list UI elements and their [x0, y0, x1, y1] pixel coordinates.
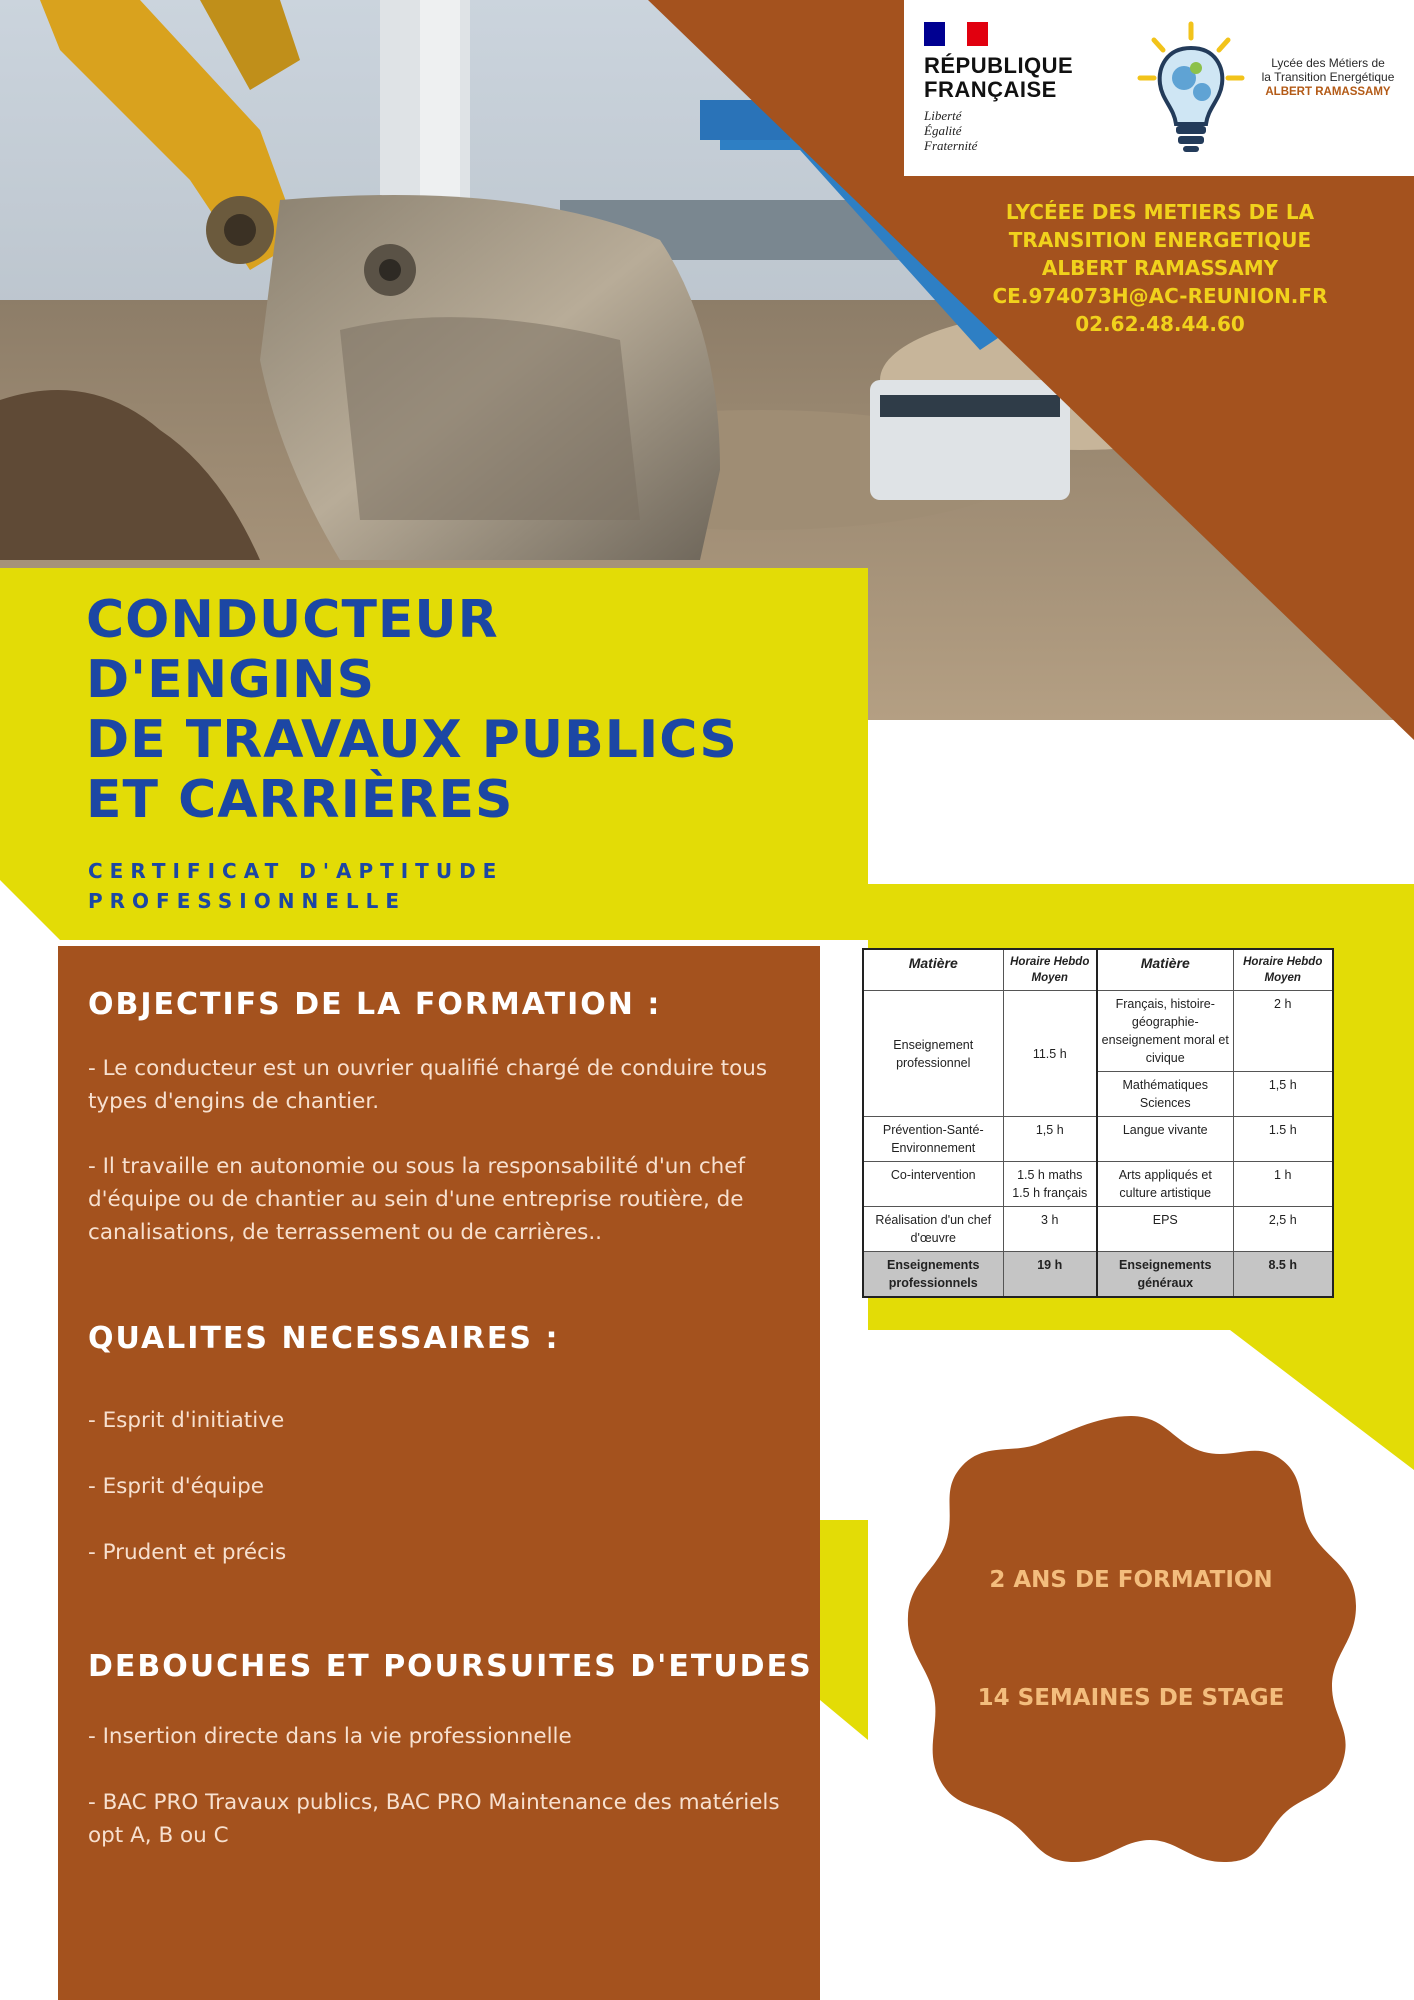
lightbulb-icon	[1136, 20, 1246, 160]
table-row	[863, 1162, 1333, 1207]
contact-email[interactable]: CE.974073H@AC-REUNION.FR	[992, 284, 1328, 308]
contact-block	[960, 198, 1360, 338]
french-flag-icon	[924, 22, 988, 46]
republique-francaise-logo	[924, 22, 1094, 153]
debouches-item: - Insertion directe dans la vie professionnelle	[88, 1724, 572, 1749]
table-cell: 1.5 h	[1233, 1117, 1333, 1162]
badge-shape	[904, 1410, 1358, 1864]
table-header: Horaire Hebdo Moyen	[1233, 949, 1333, 991]
lycee-logo	[1136, 20, 1406, 160]
table-cell: 1,5 h	[1233, 1072, 1333, 1117]
table-cell: 1 h	[1233, 1162, 1333, 1207]
table-cell: 2,5 h	[1233, 1207, 1333, 1252]
republique-motto: Liberté Égalité Fraternité	[924, 108, 978, 153]
page-subtitle: CERTIFICAT D'APTITUDE PROFESSIONNELLE	[88, 859, 504, 913]
debouches-item: - BAC PRO Travaux publics, BAC PRO Maintenance des matériels opt A, B ou C	[88, 1790, 780, 1848]
contact-phone[interactable]: 02.62.48.44.60	[1075, 312, 1245, 336]
page-title: CONDUCTEUR D'ENGINS DE TRAVAUX PUBLICS ET CARRIÈRES	[86, 590, 738, 830]
table-cell: Prévention-Santé-Environnement	[863, 1117, 1003, 1162]
table-cell: Langue vivante	[1097, 1117, 1233, 1162]
qualites-item: - Prudent et précis	[88, 1540, 287, 1565]
lycee-logo-text: Lycée des Métiers de la Transition Energétique ALBERT RAMASSAMY	[1261, 56, 1395, 98]
table-cell: 11.5 h	[1003, 991, 1097, 1117]
qualites-item: - Esprit d'équipe	[88, 1474, 265, 1499]
table-cell: 2 h	[1233, 991, 1333, 1072]
info-panel	[58, 946, 820, 2000]
objectifs-paragraph: - Le conducteur est un ouvrier qualifié chargé de conduire tous types d'engins de chantier.	[88, 1056, 768, 1114]
table-cell: Arts appliqués et culture artistique	[1097, 1162, 1233, 1207]
logo-box	[904, 0, 1414, 176]
table-cell: 3 h	[1003, 1207, 1097, 1252]
table-cell: Enseignements professionnels	[863, 1252, 1003, 1298]
contact-line: ALBERT RAMASSAMY	[1041, 256, 1279, 280]
qualites-heading: QUALITES NECESSAIRES :	[88, 1321, 560, 1356]
table-cell: Co-intervention	[863, 1162, 1003, 1207]
debouches-heading: DEBOUCHES ET POURSUITES D'ETUDES	[88, 1649, 813, 1684]
table-header: Horaire Hebdo Moyen	[1003, 949, 1097, 991]
table-header: Matière	[1097, 949, 1233, 991]
republique-title: RÉPUBLIQUE FRANÇAISE	[924, 53, 1074, 102]
objectifs-heading: OBJECTIFS DE LA FORMATION :	[88, 987, 662, 1022]
contact-line: TRANSITION ENERGETIQUE	[1008, 228, 1312, 252]
table-cell: Réalisation d'un chef d'œuvre	[863, 1207, 1003, 1252]
table-row	[863, 991, 1333, 1072]
badge-duration: 2 ANS DE FORMATION	[989, 1567, 1273, 1593]
badge-internship: 14 SEMAINES DE STAGE	[977, 1685, 1285, 1711]
table-row	[863, 1117, 1333, 1162]
table-header: Matière	[863, 949, 1003, 991]
contact-line: LYCÉEE DES METIERS DE LA	[1005, 200, 1315, 224]
table-cell: Français, histoire-géographie-enseignement moral et civique	[1097, 991, 1233, 1072]
formation-badge	[904, 1410, 1358, 1864]
table-cell: Mathématiques Sciences	[1097, 1072, 1233, 1117]
table-cell: Enseignement professionnel	[863, 991, 1003, 1117]
table-total-row	[863, 1252, 1333, 1298]
table-cell: 8.5 h	[1233, 1252, 1333, 1298]
table-cell: 1.5 h maths 1.5 h français	[1003, 1162, 1097, 1207]
table-cell: EPS	[1097, 1207, 1233, 1252]
table-header-row	[863, 949, 1333, 991]
table-row	[863, 1207, 1333, 1252]
objectifs-paragraph: - Il travaille en autonomie ou sous la responsabilité d'un chef d'équipe ou de chantier au sein d'une entreprise routière, de canalisations, de terrassement ou de carrières..	[88, 1154, 746, 1245]
table-cell: Enseignements généraux	[1097, 1252, 1233, 1298]
qualites-item: - Esprit d'initiative	[88, 1408, 285, 1433]
timetable	[862, 948, 1334, 1298]
table-cell: 19 h	[1003, 1252, 1097, 1298]
table-cell: 1,5 h	[1003, 1117, 1097, 1162]
